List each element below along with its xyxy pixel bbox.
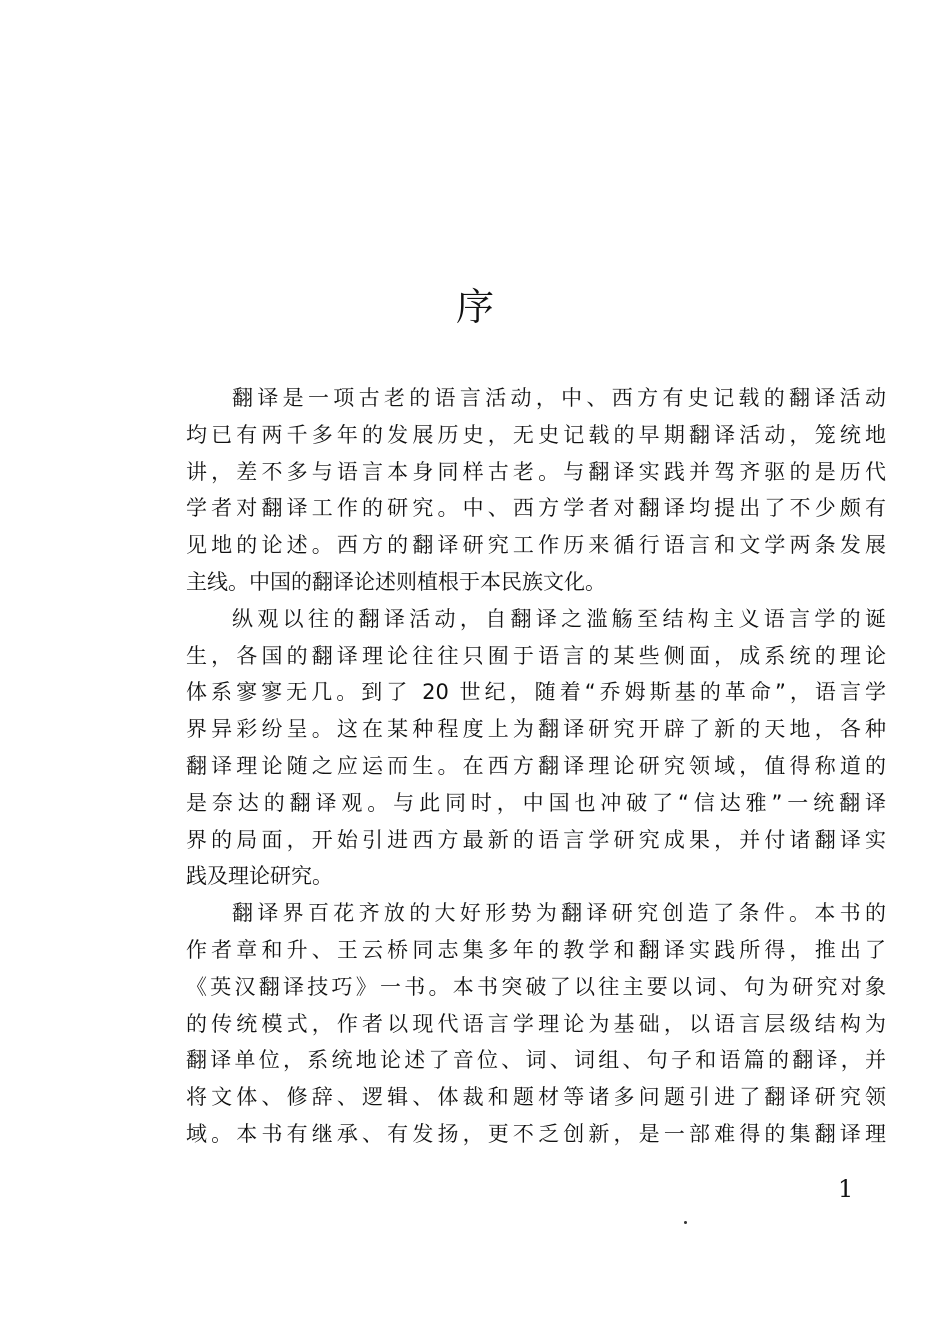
paragraph-3 (186, 895, 886, 1153)
text-line: 讲，差不多与语言本身同样古老。与翻译实践并驾齐驱的是历代 (186, 459, 886, 484)
text-line: 生，各国的翻译理论往往只囿于语言的某些侧面，成系统的理论 (186, 643, 886, 668)
text-line: 翻译单位，系统地论述了音位、词、词组、句子和语篇的翻译，并 (186, 1048, 886, 1073)
text-line: 翻译理论随之应运而生。在西方翻译理论研究领域，值得称道的 (186, 753, 886, 778)
text-line: 的传统模式，作者以现代语言学理论为基础，以语言层级结构为 (186, 1011, 886, 1036)
text-line: 践及理论研究。 (186, 864, 333, 889)
text-line: 《英汉翻译技巧》一书。本书突破了以往主要以词、句为研究对象 (186, 974, 886, 999)
text-line: 见地的论述。西方的翻译研究工作历来循行语言和文学两条发展 (186, 533, 886, 558)
page-title: 序 (455, 285, 494, 329)
page-number: 1 (838, 1175, 854, 1203)
text-line: 界异彩纷呈。这在某种程度上为翻译研究开辟了新的天地，各种 (186, 717, 886, 742)
text-line: 体系寥寥无几。到了 20 世纪，随着“乔姆斯基的革命”，语言学 (186, 680, 886, 705)
text-line: 是奈达的翻译观。与此同时，中国也冲破了“信达雅”一统翻译 (186, 790, 886, 815)
paragraph-1 (186, 380, 886, 601)
text-line: 纵观以往的翻译活动，自翻译之滥觞至结构主义语言学的诞 (232, 606, 886, 631)
text-line: 界的局面，开始引进西方最新的语言学研究成果，并付诸翻译实 (186, 827, 886, 852)
paragraph-2 (186, 601, 886, 895)
text-line: 均已有两千多年的发展历史，无史记载的早期翻译活动，笼统地 (186, 422, 886, 447)
text-line: 作者章和升、王云桥同志集多年的教学和翻译实践所得，推出了 (186, 937, 886, 962)
text-line: 翻译是一项古老的语言活动，中、西方有史记载的翻译活动 (232, 386, 886, 410)
text-line: 翻译界百花齐放的大好形势为翻译研究创造了条件。本书的 (232, 901, 886, 926)
text-line: 学者对翻译工作的研究。中、西方学者对翻译均提出了不少颇有 (186, 496, 886, 521)
scan-speck (684, 1221, 687, 1224)
text-line: 域。本书有继承、有发扬，更不乏创新，是一部难得的集翻译理 (186, 1121, 886, 1146)
text-line: 将文体、修辞、逻辑、体裁和题材等诸多问题引进了翻译研究领 (186, 1085, 886, 1110)
body-text (186, 380, 886, 1153)
text-line: 主线。中国的翻译论述则植根于本民族文化。 (186, 569, 606, 594)
